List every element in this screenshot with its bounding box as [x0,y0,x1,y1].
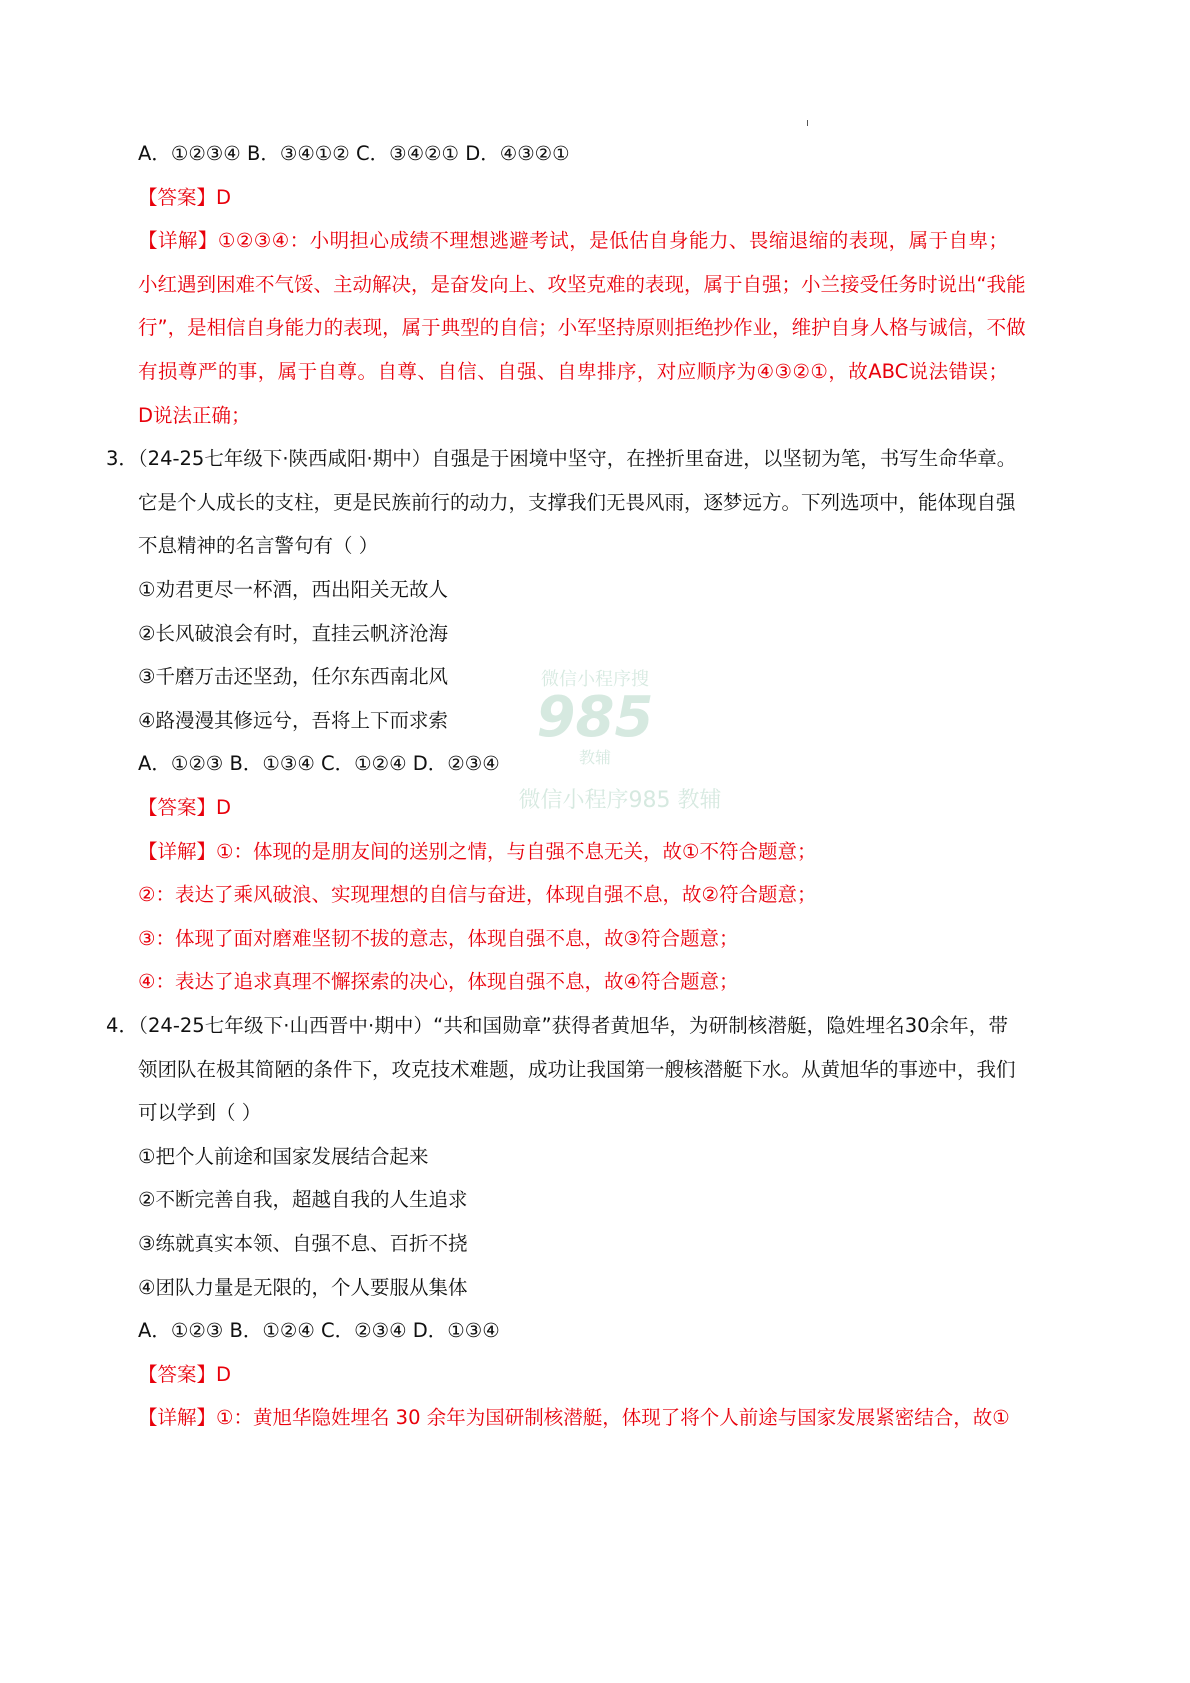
question-text-line: ②长风破浪会有时，直挂云帆济沧海 [138,621,448,645]
question-text-line: A．①②③ B．①②④ C．②③④ D．①③④ [138,1319,500,1343]
question-text-line: 领团队在极其简陋的条件下，攻克技术难题，成功让我国第一艘核潜艇下水。从黄旭华的事迹中，我们 [138,1057,1016,1081]
answer-text-line: 【答案】D [138,1362,232,1386]
answer-text-line: 行”，是相信自身能力的表现，属于典型的自信；小军坚持原则拒绝抄作业，维护自身人格与诚信，不做 [138,316,1026,340]
question-text-line: 4．（24-25七年级下·山西晋中·期中）“共和国勋章”获得者黄旭华，为研制核潜艇，隐姓埋名30余年，带 [106,1014,1008,1037]
answer-text-line: ③：体现了面对磨难坚韧不拔的意志，体现自强不息，故③符合题意； [138,926,739,950]
question-text-line: 3．（24-25七年级下·陕西咸阳·期中）自强是于困境中坚守，在挫折里奋进，以坚韧为笔，书写生命华章。 [106,447,1017,471]
watermark-logo: 微信小程序搜 985 教辅 微信小程序985 教辅 [518,669,722,813]
answer-text-line: 【详解】①②③④：小明担心成绩不理想逃避考试，是低估自身能力、畏缩退缩的表现，属于自卑； [138,229,1008,253]
question-text-line: ①劝君更尽一杯酒，西出阳关无故人 [138,578,448,601]
question-text-line: 可以学到（ ） [138,1101,262,1125]
answer-text-line: ②：表达了乘风破浪、实现理想的自信与奋进，体现自强不息，故②符合题意； [138,883,817,907]
page-mark [807,120,808,126]
answer-text-line: 有损尊严的事，属于自尊。自尊、自信、自强、自卑排序，对应顺序为④③②①，故ABC说法错误； [138,360,1008,383]
question-text-line: 不息精神的名言警句有（ ） [138,534,379,558]
question-text-line: ①把个人前途和国家发展结合起来 [138,1144,429,1168]
question-text-line: ②不断完善自我，超越自我的人生追求 [138,1188,468,1212]
question-text-line: ③千磨万击还坚劲，任尔东西南北风 [138,665,448,689]
answer-text-line: 【答案】D [138,796,232,819]
question-text-line: ③练就真实本领、自强不息、百折不挠 [138,1232,468,1255]
answer-text-line: ④：表达了追求真理不懈探索的决心，体现自强不息，故④符合题意； [138,970,739,994]
question-text-line: A．①②③ B．①③④ C．①②④ D．②③④ [138,752,500,776]
question-text-line: 它是个人成长的支柱，更是民族前行的动力，支撑我们无畏风雨，逐梦远方。下列选项中，能体现自强 [138,490,1016,514]
question-text-line: ④团队力量是无限的，个人要服从集体 [138,1275,468,1299]
answer-text-line: D说法正确； [138,403,251,427]
answer-text-line: 【答案】D [138,185,232,209]
question-text-line: ④路漫漫其修远兮，吾将上下而求索 [138,708,448,732]
answer-text-line: 【详解】①：体现的是朋友间的送别之情，与自强不息无关，故①不符合题意； [138,839,817,863]
answer-text-line: 【详解】①：黄旭华隐姓埋名 30 余年为国研制核潜艇，体现了将个人前途与国家发展紧密结合，故① [138,1406,1010,1430]
answer-text-line: 小红遇到困难不气馁、主动解决，是奋发向上、攻坚克难的表现，属于自强；小兰接受任务时说出“我能 [138,272,1026,296]
question-text-line: A．①②③④ B．③④①② C．③④②① D．④③②① [138,142,570,165]
